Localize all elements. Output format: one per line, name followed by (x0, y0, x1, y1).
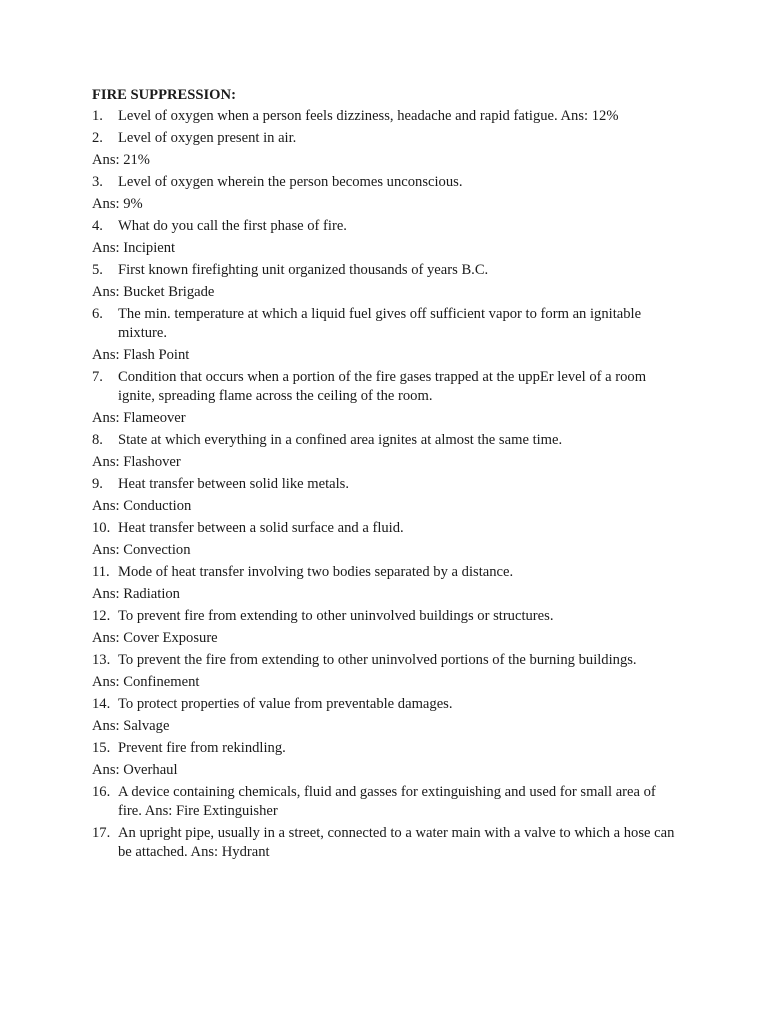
question-item (92, 305, 682, 343)
question-item (92, 107, 682, 126)
question-item (92, 368, 682, 406)
answer-line: Ans: Radiation (92, 586, 180, 602)
answer-line: Ans: Flash Point (92, 347, 190, 363)
question-text: Heat transfer between a solid surface and a fluid. (118, 520, 404, 536)
question-text: What do you call the first phase of fire. (118, 218, 347, 234)
question-item (92, 129, 682, 148)
question-number: 9. (92, 476, 103, 492)
question-number: 14. (92, 696, 111, 712)
answer-line: Ans: Convection (92, 542, 191, 558)
question-item (92, 739, 682, 758)
question-item (92, 217, 682, 236)
question-number: 8. (92, 432, 103, 448)
question-item (92, 519, 682, 538)
answer-line: Ans: 21% (92, 152, 150, 168)
answer-line: Ans: Bucket Brigade (92, 284, 215, 300)
question-text: Level of oxygen wherein the person becomes unconscious. (118, 174, 463, 190)
question-text: To prevent the fire from extending to other uninvolved portions of the burning buildings. (118, 652, 637, 668)
question-number: 2. (92, 130, 103, 146)
question-text: Level of oxygen present in air. (118, 130, 297, 146)
question-text: State at which everything in a confined area ignites at almost the same time. (118, 432, 563, 448)
question-item (92, 824, 682, 862)
question-item (92, 261, 682, 280)
question-text: A device containing chemicals, fluid and gasses for extinguishing and used for small area of fire. Ans: Fire Extinguisher (118, 784, 656, 819)
question-text: Level of oxygen when a person feels dizziness, headache and rapid fatigue. Ans: 12% (118, 108, 619, 124)
answer-line: Ans: Flameover (92, 410, 186, 426)
question-number: 16. (92, 784, 111, 800)
question-text: First known firefighting unit organized thousands of years B.C. (118, 262, 489, 278)
question-text: To protect properties of value from preventable damages. (118, 696, 453, 712)
question-number: 17. (92, 825, 111, 841)
question-item (92, 173, 682, 192)
question-item (92, 607, 682, 626)
question-list (92, 107, 682, 865)
question-number: 3. (92, 174, 103, 190)
answer-line: Ans: Conduction (92, 498, 192, 514)
question-number: 6. (92, 306, 103, 322)
question-number: 4. (92, 218, 103, 234)
document-title: FIRE SUPPRESSION: (92, 87, 236, 103)
question-number: 15. (92, 740, 111, 756)
question-number: 12. (92, 608, 111, 624)
question-item (92, 431, 682, 450)
answer-line: Ans: 9% (92, 196, 143, 212)
answer-line: Ans: Incipient (92, 240, 176, 256)
question-item (92, 695, 682, 714)
question-number: 11. (92, 564, 110, 580)
question-text: To prevent fire from extending to other uninvolved buildings or structures. (118, 608, 554, 624)
question-item (92, 783, 682, 821)
question-text: The min. temperature at which a liquid fuel gives off sufficient vapor to form an ignitable mixture. (118, 306, 642, 341)
question-text: Mode of heat transfer involving two bodies separated by a distance. (118, 564, 514, 580)
question-number: 5. (92, 262, 103, 278)
answer-line: Ans: Salvage (92, 718, 170, 734)
answer-line: Ans: Overhaul (92, 762, 178, 778)
question-number: 1. (92, 108, 103, 124)
document-page (92, 86, 682, 865)
answer-line: Ans: Confinement (92, 674, 200, 690)
question-item (92, 651, 682, 670)
question-text: Heat transfer between solid like metals. (118, 476, 349, 492)
question-number: 7. (92, 369, 103, 385)
question-item (92, 475, 682, 494)
question-number: 13. (92, 652, 111, 668)
question-number: 10. (92, 520, 111, 536)
answer-line: Ans: Cover Exposure (92, 630, 218, 646)
question-item (92, 563, 682, 582)
question-text: Condition that occurs when a portion of the fire gases trapped at the uppEr level of a room ignite, spreading flame across the ceiling of the room. (118, 369, 647, 404)
question-text: Prevent fire from rekindling. (118, 740, 286, 756)
answer-line: Ans: Flashover (92, 454, 181, 470)
question-text: An upright pipe, usually in a street, connected to a water main with a valve to which a hose can be attached. Ans: Hydrant (118, 825, 675, 860)
